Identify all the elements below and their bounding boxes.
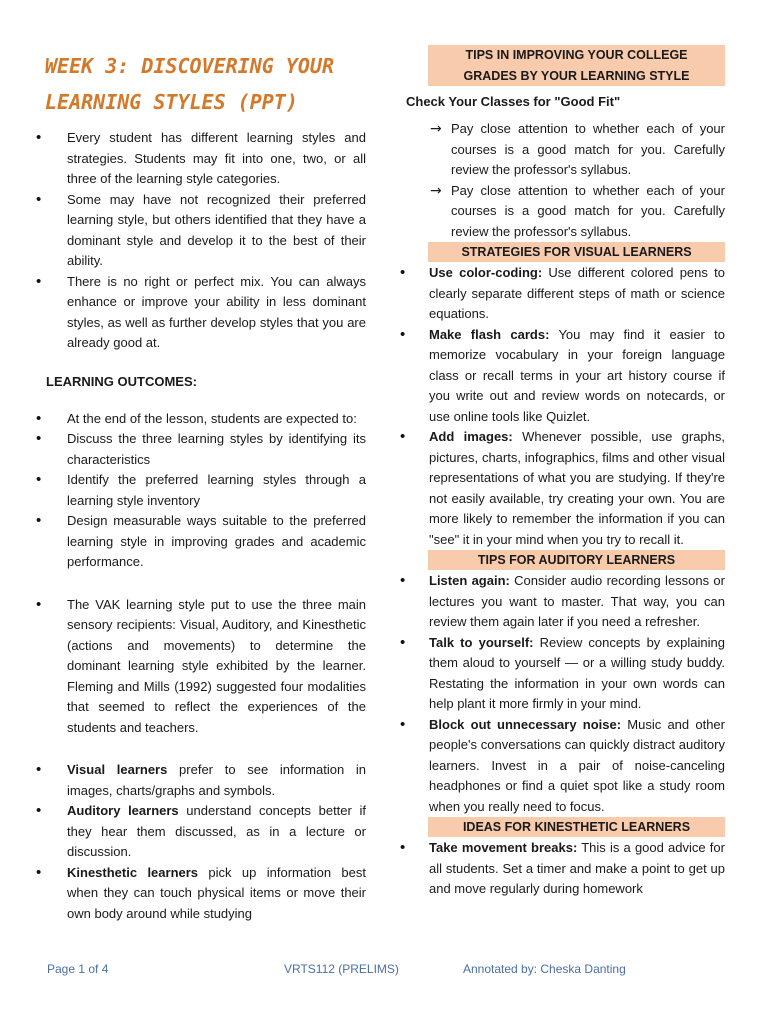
kinesthetic-list [400, 838, 725, 900]
list-item: • At the end of the lesson, students are expected to: [36, 409, 366, 430]
list-item: • There is no right or perfect mix. You can always enhance or improve your ability in less dominant styles, as well as further develop styles that you are already good at. [36, 272, 366, 354]
item-text: prefer to see information in images, charts/graphs and symbols. [67, 762, 367, 798]
list-item: • The VAK learning style put to use the three main sensory recipients: Visual, Auditory, and Kinesthetic (actions and movements) to determine the dominant learning style exhibited by the learner. Fleming and Mills (1992) suggested four modalities that seemed to reflect the experiences of the students and teachers. [36, 595, 366, 739]
item-text: Consider audio recording lessons or lectures you want to master. That way, you can review them again later if you need a refresher. [429, 573, 725, 629]
kinesthetic-heading: IDEAS FOR KINESTHETIC LEARNERS [428, 817, 725, 837]
learner-types-list [36, 760, 366, 924]
item-text: Use different colored pens to clearly separate different steps of math or science equations. [429, 265, 725, 321]
item-lead: Block out unnecessary noise: [429, 716, 622, 732]
list-item: → Pay close attention to whether each of your courses is a good match for you. Carefully review the professor's syllabus. [400, 181, 725, 243]
list-item [400, 633, 725, 715]
item-text: You may find it easier to memorize vocabulary in your foreign language class or recall terms in your art history course if you write out and review words on notecards, or use online tools like Quizlet. [429, 326, 725, 424]
page-number: Page 1 of 4 [47, 962, 109, 976]
tips-heading: TIPS IN IMPROVING YOUR COLLEGE GRADES BY YOUR LEARNING STYLE [428, 45, 725, 86]
auditory-list [400, 571, 725, 817]
list-item [36, 863, 366, 925]
vak-list [36, 595, 366, 739]
item-lead: Talk to yourself: [429, 634, 534, 650]
list-item [400, 715, 725, 818]
item-lead: Listen again: [429, 573, 510, 588]
item-lead: Auditory learners [67, 803, 179, 818]
right-column [400, 45, 725, 900]
course-code: VRTS112 (PRELIMS) [284, 962, 399, 976]
list-item: • Design measurable ways suitable to the preferred learning style in improving grades and academic performance. [36, 511, 366, 573]
item-text: This is a good advice for all students. Set a timer and make a point to get up and move regularly during homework [429, 840, 725, 896]
list-item [400, 263, 725, 325]
item-lead: Add images: [429, 429, 513, 444]
intro-list [36, 128, 366, 354]
list-item: • Discuss the three learning styles by identifying its characteristics [36, 429, 366, 470]
list-item: → Pay close attention to whether each of your courses is a good match for you. Carefully review the professor's syllabus. [400, 119, 725, 181]
list-item [400, 838, 725, 900]
list-item: • Every student has different learning styles and strategies. Students may fit into one, two, or all three of the learning style categories. [36, 128, 366, 190]
list-item: • Some may have not recognized their preferred learning style, but others identified that they have a dominant style and develop it to the best of their ability. [36, 190, 366, 272]
list-item [400, 571, 725, 633]
list-item [36, 760, 366, 801]
visual-heading: STRATEGIES FOR VISUAL LEARNERS [428, 242, 725, 262]
item-text: understand concepts better if they hear them discussed, as in a lecture or discussion. [67, 803, 366, 859]
item-text: pick up information best when they can touch physical items or move their own body around while studying [67, 864, 367, 921]
auditory-heading: TIPS FOR AUDITORY LEARNERS [428, 550, 725, 570]
visual-list [400, 263, 725, 550]
list-item [400, 427, 725, 550]
item-text: Whenever possible, use graphs, pictures, charts, infographics, films and other visual representations of what you are studying. If they're not easily available, try creating your own. You are more likely to remember the information if you can "see" it in your mind when you try to recall it. [429, 429, 726, 547]
list-item: • Identify the preferred learning styles through a learning style inventory [36, 470, 366, 511]
fit-list [400, 119, 725, 242]
item-lead: Kinesthetic learners [67, 864, 199, 880]
list-item [400, 325, 725, 428]
item-text: Music and other people's conversations can quickly distract auditory learners. Invest in a pair of noise-canceling headphones or find a quiet spot like a study room when you really need to focus. [429, 716, 725, 814]
outcomes-heading: LEARNING OUTCOMES: [46, 373, 197, 389]
item-lead: Take movement breaks: [429, 840, 578, 855]
annotator-credit: Annotated by: Cheska Danting [463, 962, 626, 976]
outcomes-list [36, 409, 366, 573]
item-text: Review concepts by explaining them aloud to yourself — or a willing study buddy. Restating the information in your own words can help plant it more firmly in your mind. [429, 634, 725, 711]
item-lead: Use color-coding: [429, 265, 543, 280]
left-column [36, 128, 366, 924]
page-title: WEEK 3: DISCOVERING YOUR LEARNING STYLES (PPT) [45, 54, 334, 114]
list-item [36, 801, 366, 863]
item-lead: Make flash cards: [429, 326, 550, 342]
fit-heading: Check Your Classes for "Good Fit" [406, 94, 621, 109]
item-lead: Visual learners [67, 762, 168, 777]
